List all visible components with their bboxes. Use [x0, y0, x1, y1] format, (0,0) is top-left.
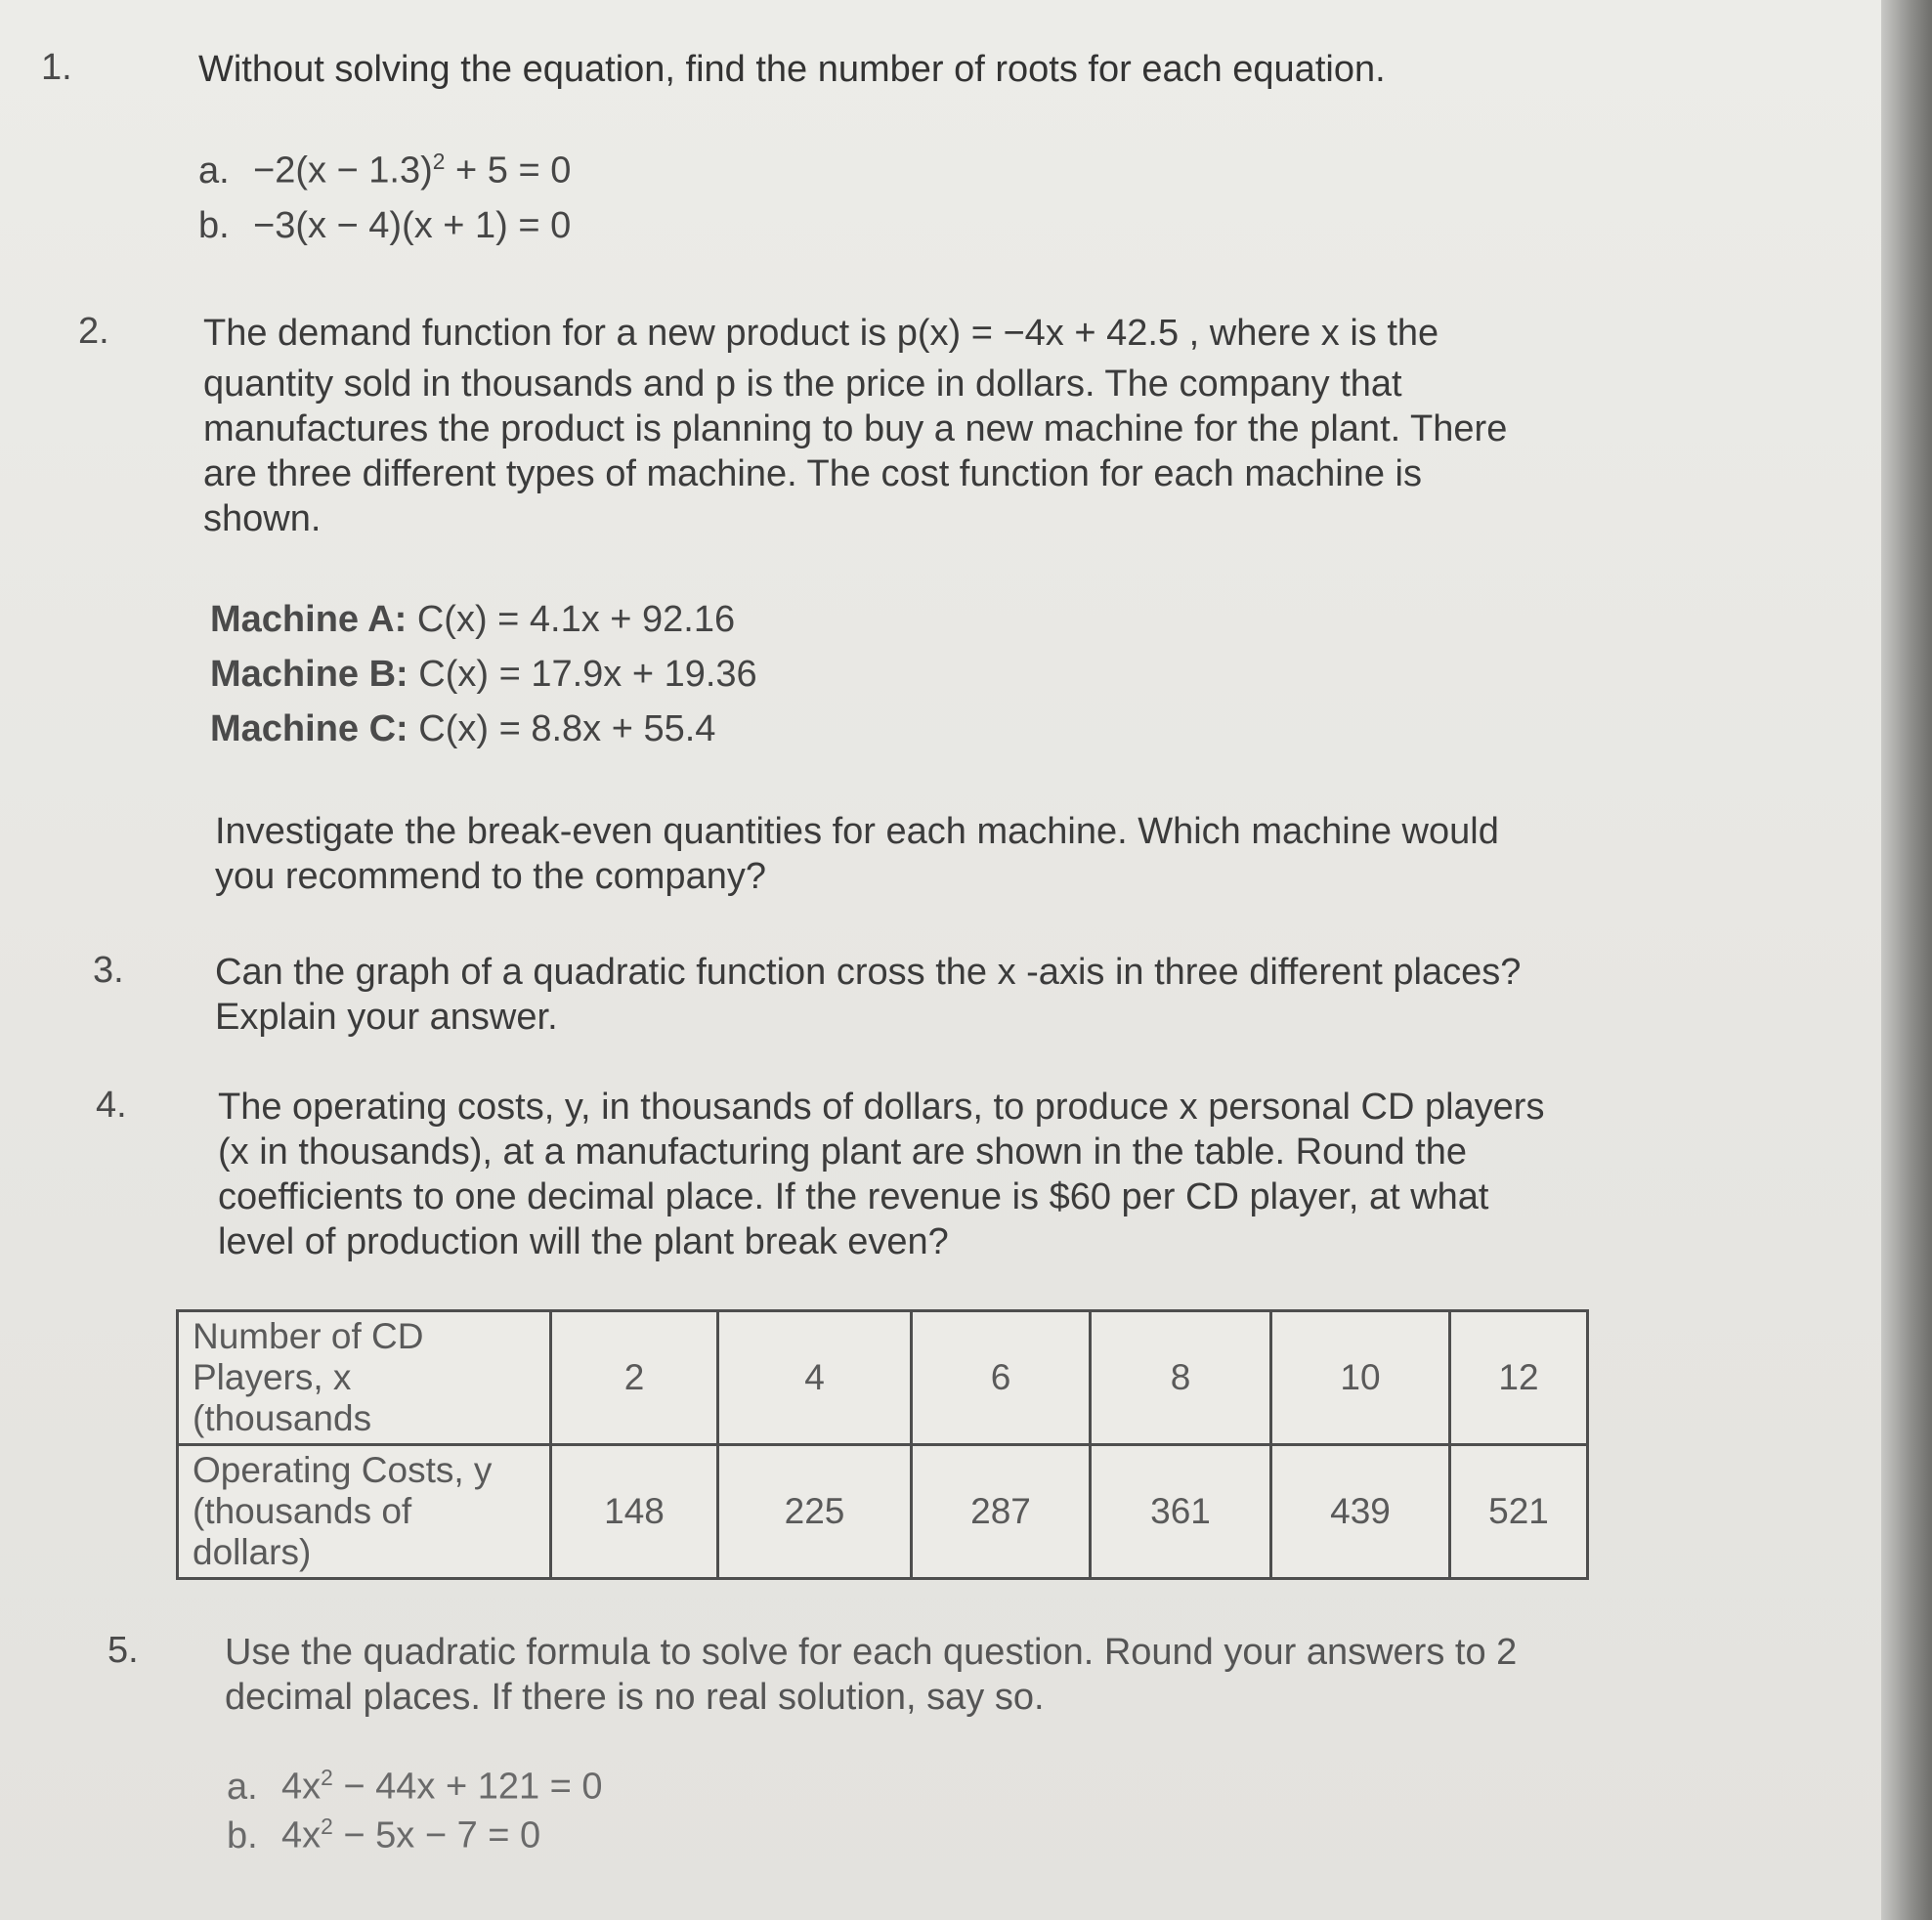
q2-investigate: Investigate the break-even quantities for each machine. Which machine would you recommend to the company?	[215, 811, 1499, 897]
machine-a-formula: C(x) = 4.1x + 92.16	[416, 599, 736, 640]
y-cell: 361	[1091, 1445, 1271, 1579]
y-cell: 148	[551, 1445, 718, 1579]
y-cell: 287	[912, 1445, 1091, 1579]
q1-a-post: + 5 = 0	[445, 149, 572, 192]
table-row-x	[178, 1311, 1588, 1445]
q3-number: 3.	[93, 950, 124, 991]
q5-b-label: b.	[227, 1814, 258, 1856]
q1-a-label: a.	[198, 149, 230, 192]
q1-equation-a	[198, 149, 571, 192]
row1-header-text: Number of CD Players, x (thousands	[193, 1316, 424, 1438]
q2-number: 2.	[78, 311, 109, 352]
q1-b-label: b.	[198, 205, 230, 246]
q5-a-post: − 44x + 121 = 0	[332, 1766, 603, 1808]
machine-b-name: Machine B:	[210, 654, 408, 695]
machine-c	[210, 702, 715, 756]
screen-edge	[1881, 0, 1932, 1920]
q1-a-pre: −2(x − 1.3)	[253, 149, 433, 192]
machine-b-formula: C(x) = 17.9x + 19.36	[418, 654, 757, 695]
q1-text: Without solving the equation, find the number of roots for each equation.	[198, 49, 1386, 90]
table-row-y	[178, 1445, 1588, 1579]
q5-equation-a	[227, 1765, 603, 1809]
machine-a-name: Machine A:	[210, 599, 408, 640]
q5-equation-b	[227, 1813, 540, 1857]
q1-number: 1.	[41, 47, 72, 88]
q5-a-label: a.	[227, 1766, 258, 1808]
q5-b-exponent: 2	[321, 1813, 333, 1839]
q5-a-pre: 4x	[281, 1766, 322, 1808]
y-cell: 521	[1450, 1445, 1588, 1579]
row2-header-text: Operating Costs, y (thousands of dollars)	[193, 1450, 493, 1572]
q2-text-rest: quantity sold in thousands and p is the price in dollars. The company that manufactures the product is planning to buy a new machine for the plant. There are three different types of machine. The cost function for each machine is shown.	[203, 363, 1508, 539]
machine-a	[210, 592, 735, 647]
x-cell: 8	[1091, 1311, 1271, 1445]
y-cell: 439	[1271, 1445, 1450, 1579]
machine-b	[210, 647, 757, 702]
q2-text-line1: The demand function for a new product is p(x) = −4x + 42.5 , where x is the	[203, 313, 1439, 354]
row2-header	[178, 1445, 551, 1579]
machine-c-name: Machine C:	[210, 708, 408, 749]
row1-header	[178, 1311, 551, 1445]
q1-equation-b	[198, 205, 571, 247]
q4-text: The operating costs, y, in thousands of dollars, to produce x personal CD players (x in thousands), at a manufacturing plant are shown in the table. Round the coefficients to one decimal place. If the revenue is $60 per CD player, at what level of production will the plant break even?	[218, 1087, 1545, 1262]
q1-b-eq: −3(x − 4)(x + 1) = 0	[253, 205, 572, 246]
x-cell: 10	[1271, 1311, 1450, 1445]
q5-b-pre: 4x	[281, 1814, 322, 1856]
x-cell: 2	[551, 1311, 718, 1445]
x-cell: 12	[1450, 1311, 1588, 1445]
cd-players-table	[176, 1309, 1589, 1580]
x-cell: 6	[912, 1311, 1091, 1445]
machine-c-formula: C(x) = 8.8x + 55.4	[418, 708, 716, 749]
q5-a-exponent: 2	[321, 1765, 333, 1790]
q5-number: 5.	[107, 1630, 139, 1671]
q4-number: 4.	[96, 1085, 127, 1126]
q5-b-post: − 5x − 7 = 0	[332, 1814, 541, 1856]
q5-text: Use the quadratic formula to solve for each question. Round your answers to 2 decimal places. If there is no real solution, say so.	[225, 1632, 1518, 1718]
q1-a-exponent: 2	[432, 149, 446, 174]
q3-text: Can the graph of a quadratic function cross the x -axis in three different places? Explain your answer.	[215, 952, 1522, 1038]
y-cell: 225	[718, 1445, 912, 1579]
x-cell: 4	[718, 1311, 912, 1445]
